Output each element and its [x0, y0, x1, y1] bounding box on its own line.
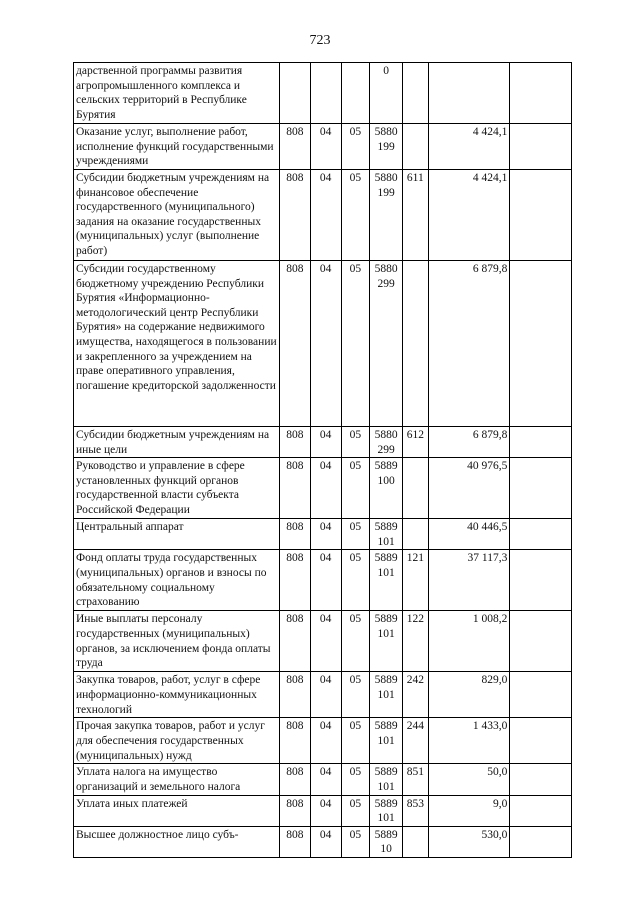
row-empty-cell — [510, 764, 572, 795]
row-target-article-cell: 5889101 — [370, 672, 403, 718]
table-row — [74, 519, 572, 550]
table-row — [74, 170, 572, 261]
row-grbs-cell: 808 — [279, 672, 310, 718]
row-amount-cell: 9,0 — [428, 795, 510, 826]
page-number: 723 — [309, 33, 331, 48]
row-target-article-cell: 5889101 — [370, 718, 403, 764]
row-grbs-cell: 808 — [279, 795, 310, 826]
row-name-cell: Высшее должностное лицо субъ- — [74, 826, 280, 857]
row-name-cell: Центральный аппарат — [74, 519, 280, 550]
row-amount-cell: 50,0 — [428, 764, 510, 795]
table-row — [74, 718, 572, 764]
table-row — [74, 611, 572, 672]
row-subsection-cell: 05 — [341, 550, 370, 611]
row-name-cell: дарственной программы развития агропромышленного комплекса и сельских территорий в Республике Бурятия — [74, 63, 280, 124]
row-amount-cell: 829,0 — [428, 672, 510, 718]
row-target-article-cell: 5889101 — [370, 795, 403, 826]
row-grbs-cell: 808 — [279, 170, 310, 261]
row-grbs-cell: 808 — [279, 550, 310, 611]
row-grbs-cell: 808 — [279, 611, 310, 672]
row-empty-cell — [510, 795, 572, 826]
row-target-article-cell: 0 — [370, 63, 403, 124]
row-section-cell: 04 — [310, 124, 341, 170]
row-empty-cell — [510, 458, 572, 519]
row-target-article-cell: 5889101 — [370, 611, 403, 672]
row-empty-cell — [510, 826, 572, 857]
table-row — [74, 458, 572, 519]
row-target-article-cell: 5889101 — [370, 550, 403, 611]
row-expense-type-cell: 122 — [403, 611, 428, 672]
row-subsection-cell: 05 — [341, 826, 370, 857]
row-empty-cell — [510, 427, 572, 458]
row-section-cell: 04 — [310, 261, 341, 427]
row-section-cell: 04 — [310, 519, 341, 550]
table-row — [74, 672, 572, 718]
row-amount-cell — [428, 63, 510, 124]
row-section-cell: 04 — [310, 826, 341, 857]
row-grbs-cell: 808 — [279, 519, 310, 550]
row-name-cell: Субсидии бюджетным учреждениям на финансовое обеспечение государственного (муниципального) задания на оказание государственных (муниципальных) услуг (выполнение работ) — [74, 170, 280, 261]
row-subsection-cell: 05 — [341, 611, 370, 672]
row-name-cell: Руководство и управление в сфере установленных функций органов государственной власти субъекта Российской Федерации — [74, 458, 280, 519]
row-name-cell: Уплата иных платежей — [74, 795, 280, 826]
row-expense-type-cell — [403, 458, 428, 519]
row-grbs-cell: 808 — [279, 718, 310, 764]
row-expense-type-cell — [403, 261, 428, 427]
row-expense-type-cell: 853 — [403, 795, 428, 826]
row-amount-cell: 1 433,0 — [428, 718, 510, 764]
table-row — [74, 124, 572, 170]
row-empty-cell — [510, 124, 572, 170]
row-expense-type-cell: 612 — [403, 427, 428, 458]
row-amount-cell: 37 117,3 — [428, 550, 510, 611]
row-section-cell: 04 — [310, 427, 341, 458]
row-target-article-cell: 5889100 — [370, 458, 403, 519]
table-row — [74, 261, 572, 427]
row-expense-type-cell: 242 — [403, 672, 428, 718]
row-name-cell: Фонд оплаты труда государственных (муниципальных) органов и взносы по обязательному социальному страхованию — [74, 550, 280, 611]
row-subsection-cell: 05 — [341, 519, 370, 550]
row-section-cell: 04 — [310, 764, 341, 795]
table-row — [74, 63, 572, 124]
row-subsection-cell: 05 — [341, 124, 370, 170]
row-target-article-cell: 5880199 — [370, 170, 403, 261]
row-section-cell: 04 — [310, 550, 341, 611]
row-amount-cell: 4 424,1 — [428, 170, 510, 261]
row-amount-cell: 6 879,8 — [428, 427, 510, 458]
row-amount-cell: 4 424,1 — [428, 124, 510, 170]
row-grbs-cell: 808 — [279, 458, 310, 519]
table-body — [74, 63, 572, 858]
row-grbs-cell: 808 — [279, 764, 310, 795]
row-expense-type-cell: 121 — [403, 550, 428, 611]
row-subsection-cell: 05 — [341, 458, 370, 519]
row-expense-type-cell — [403, 519, 428, 550]
row-subsection-cell: 05 — [341, 672, 370, 718]
row-expense-type-cell: 851 — [403, 764, 428, 795]
row-empty-cell — [510, 63, 572, 124]
row-target-article-cell: 5880299 — [370, 261, 403, 427]
row-subsection-cell — [341, 63, 370, 124]
row-expense-type-cell — [403, 63, 428, 124]
table-row — [74, 826, 572, 857]
row-empty-cell — [510, 261, 572, 427]
row-expense-type-cell — [403, 826, 428, 857]
row-grbs-cell: 808 — [279, 124, 310, 170]
row-subsection-cell: 05 — [341, 718, 370, 764]
budget-table — [73, 62, 572, 858]
row-subsection-cell: 05 — [341, 261, 370, 427]
row-section-cell: 04 — [310, 170, 341, 261]
row-empty-cell — [510, 519, 572, 550]
row-section-cell — [310, 63, 341, 124]
row-name-cell: Субсидии бюджетным учреждениям на иные цели — [74, 427, 280, 458]
row-expense-type-cell: 244 — [403, 718, 428, 764]
row-section-cell: 04 — [310, 795, 341, 826]
row-name-cell: Иные выплаты персоналу государственных (муниципальных) органов, за исключением фонда оплаты труда — [74, 611, 280, 672]
table-row — [74, 764, 572, 795]
row-target-article-cell: 5880299 — [370, 427, 403, 458]
row-section-cell: 04 — [310, 672, 341, 718]
table-row — [74, 550, 572, 611]
row-amount-cell: 6 879,8 — [428, 261, 510, 427]
row-section-cell: 04 — [310, 718, 341, 764]
row-subsection-cell: 05 — [341, 795, 370, 826]
row-name-cell: Уплата налога на имущество организаций и земельного налога — [74, 764, 280, 795]
row-expense-type-cell: 611 — [403, 170, 428, 261]
row-empty-cell — [510, 672, 572, 718]
row-target-article-cell: 5889101 — [370, 764, 403, 795]
row-subsection-cell: 05 — [341, 427, 370, 458]
row-name-cell: Оказание услуг, выполнение работ, исполнение функций государственными учреждениями — [74, 124, 280, 170]
row-grbs-cell: 808 — [279, 427, 310, 458]
row-grbs-cell — [279, 63, 310, 124]
table-row — [74, 427, 572, 458]
row-section-cell: 04 — [310, 611, 341, 672]
row-amount-cell: 530,0 — [428, 826, 510, 857]
row-target-article-cell: 588910 — [370, 826, 403, 857]
row-name-cell: Прочая закупка товаров, работ и услуг для обеспечения государственных (муниципальных) нужд — [74, 718, 280, 764]
row-empty-cell — [510, 718, 572, 764]
row-grbs-cell: 808 — [279, 826, 310, 857]
row-subsection-cell: 05 — [341, 170, 370, 261]
row-subsection-cell: 05 — [341, 764, 370, 795]
row-name-cell: Закупка товаров, работ, услуг в сфере информационно-коммуникационных технологий — [74, 672, 280, 718]
row-empty-cell — [510, 550, 572, 611]
row-amount-cell: 1 008,2 — [428, 611, 510, 672]
row-target-article-cell: 5889101 — [370, 519, 403, 550]
row-grbs-cell: 808 — [279, 261, 310, 427]
row-target-article-cell: 5880199 — [370, 124, 403, 170]
row-amount-cell: 40 446,5 — [428, 519, 510, 550]
row-name-cell: Субсидии государственному бюджетному учреждению Республики Бурятия «Информационно-методологический центр Республики Бурятия» на содержание недвижимого имущества, находящегося в пользовании и закрепленного за учреждением на праве оперативного управления, погашение кредиторской задолженности — [74, 261, 280, 427]
row-amount-cell: 40 976,5 — [428, 458, 510, 519]
row-expense-type-cell — [403, 124, 428, 170]
row-empty-cell — [510, 611, 572, 672]
row-empty-cell — [510, 170, 572, 261]
row-section-cell: 04 — [310, 458, 341, 519]
table-row — [74, 795, 572, 826]
